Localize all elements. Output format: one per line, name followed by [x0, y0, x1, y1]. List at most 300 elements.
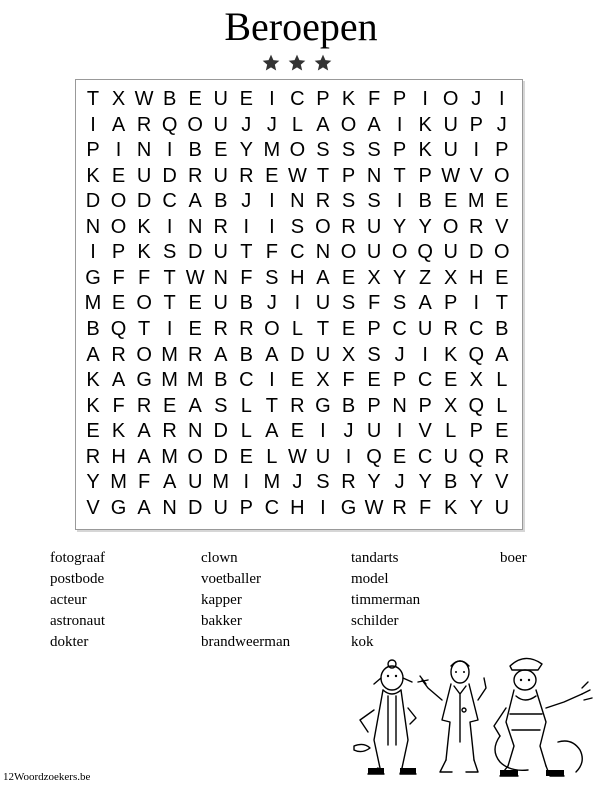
grid-cell: U: [443, 241, 458, 264]
grid-cell: I: [294, 292, 301, 315]
grid-cell: A: [214, 343, 228, 366]
grid-cell: P: [469, 113, 483, 136]
grid-cell: P: [392, 369, 407, 392]
grid-cell: P: [111, 241, 126, 264]
grid-cell: K: [86, 164, 100, 187]
grid-cell: L: [445, 420, 457, 443]
grid-cell: O: [110, 215, 127, 238]
grid-cell: S: [214, 394, 228, 417]
grid-cell: O: [110, 190, 127, 213]
grid-cell: B: [239, 343, 253, 366]
grid-cell: M: [263, 139, 281, 162]
word-list-item: schilder: [351, 613, 399, 629]
grid-cell: P: [392, 139, 407, 162]
grid-cell: R: [315, 190, 331, 213]
grid-cell: B: [214, 369, 228, 392]
grid-cell: N: [162, 496, 177, 519]
grid-cell: B: [239, 292, 253, 315]
grid-cell: D: [162, 164, 177, 187]
grid-cell: J: [241, 190, 252, 213]
grid-cell: R: [239, 164, 254, 187]
grid-cell: E: [495, 420, 509, 443]
grid-cell: X: [111, 88, 126, 110]
word-list-item: clown: [201, 550, 238, 566]
grid-cell: G: [136, 369, 152, 392]
grid-cell: H: [290, 496, 305, 519]
grid-cell: O: [187, 445, 203, 468]
grid-cell: U: [136, 164, 152, 187]
grid-cell: O: [187, 113, 203, 136]
grid-cell: G: [110, 496, 127, 519]
grid-cell: W: [441, 164, 461, 187]
grid-cell: S: [265, 266, 279, 289]
grid-cell: H: [111, 445, 126, 468]
grid-cell: D: [213, 420, 228, 443]
grid-cell: E: [444, 369, 458, 392]
grid-cell: K: [418, 139, 432, 162]
grid-cell: F: [367, 292, 381, 315]
grid-cell: A: [162, 471, 177, 494]
grid-row: [76, 342, 522, 368]
letter-grid: [75, 79, 523, 530]
grid-cell: I: [269, 369, 275, 392]
grid-cell: Q: [468, 394, 485, 417]
grid-cell: A: [188, 394, 202, 417]
grid-cell: L: [240, 394, 252, 417]
grid-cell: S: [316, 471, 330, 494]
difficulty-stars: [261, 53, 341, 73]
grid-cell: U: [213, 292, 228, 315]
grid-cell: M: [467, 190, 485, 213]
grid-cell: O: [494, 164, 510, 187]
grid-cell: F: [240, 266, 253, 289]
grid-cell: I: [269, 88, 275, 110]
grid-row: [76, 112, 522, 138]
grid-cell: K: [341, 88, 356, 110]
grid-cell: Y: [86, 471, 100, 494]
grid-cell: U: [366, 215, 382, 238]
grid-cell: T: [137, 317, 151, 340]
grid-cell: T: [495, 292, 508, 315]
grid-cell: M: [161, 343, 178, 366]
grid-cell: J: [343, 420, 354, 443]
word-column-1: [50, 548, 105, 653]
grid-cell: L: [291, 317, 303, 340]
grid-cell: U: [213, 88, 228, 110]
word-list-item: astronaut: [50, 613, 105, 629]
grid-cell: D: [290, 343, 305, 366]
grid-cell: D: [136, 190, 152, 213]
word-column-2: [201, 548, 290, 653]
grid-cell: W: [287, 445, 307, 468]
grid-cell: U: [443, 113, 458, 136]
grid-cell: R: [341, 215, 356, 238]
grid-cell: U: [417, 317, 433, 340]
grid-cell: E: [290, 369, 305, 392]
grid-cell: Y: [469, 496, 483, 519]
grid-cell: X: [367, 266, 381, 289]
grid-cell: M: [161, 445, 178, 468]
grid-cell: A: [495, 343, 509, 366]
word-list-item: fotograaf: [50, 550, 105, 566]
grid-cell: E: [239, 445, 253, 468]
grid-cell: I: [499, 88, 505, 110]
word-list-item: model: [351, 571, 389, 587]
grid-cell: L: [496, 394, 508, 417]
grid-cell: Y: [367, 471, 381, 494]
grid-cell: S: [316, 139, 330, 162]
grid-cell: B: [341, 394, 356, 417]
grid-cell: P: [341, 164, 356, 187]
grid-cell: D: [213, 445, 228, 468]
grid-cell: P: [495, 139, 509, 162]
grid-cell: D: [469, 241, 484, 264]
grid-cell: B: [418, 190, 432, 213]
grid-cell: U: [315, 343, 331, 366]
grid-cell: S: [341, 292, 356, 315]
grid-cell: K: [111, 420, 126, 443]
grid-row: [76, 367, 522, 393]
grid-cell: C: [290, 88, 305, 110]
grid-cell: E: [444, 190, 458, 213]
grid-cell: A: [316, 266, 330, 289]
grid-row: [76, 316, 522, 342]
grid-cell: R: [187, 164, 203, 187]
grid-cell: R: [494, 445, 510, 468]
grid-cell: E: [188, 88, 202, 110]
footer-credit: 12Woordzoekers.be: [3, 771, 91, 783]
grid-cell: Q: [468, 343, 485, 366]
grid-cell: O: [391, 241, 408, 264]
grid-cell: I: [115, 139, 122, 162]
grid-cell: I: [243, 215, 250, 238]
grid-cell: P: [367, 394, 381, 417]
grid-cell: Y: [418, 471, 432, 494]
grid-cell: K: [444, 496, 458, 519]
grid-cell: E: [265, 164, 279, 187]
grid-cell: R: [136, 113, 152, 136]
grid-cell: W: [287, 164, 307, 187]
grid-cell: C: [392, 317, 407, 340]
grid-cell: I: [90, 113, 96, 136]
grid-cell: Q: [161, 113, 178, 136]
grid-cell: R: [469, 215, 484, 238]
grid-cell: A: [111, 369, 126, 392]
grid-cell: E: [239, 88, 253, 110]
word-column-4: [500, 548, 527, 569]
star-icon: [261, 53, 281, 73]
grid-cell: E: [111, 292, 126, 315]
grid-row: [76, 188, 522, 214]
grid-cell: C: [264, 496, 280, 519]
grid-cell: R: [213, 215, 228, 238]
grid-cell: O: [494, 241, 510, 264]
grid-cell: N: [315, 241, 331, 264]
grid-cell: K: [86, 369, 100, 392]
grid-cell: D: [85, 190, 101, 213]
grid-cell: T: [163, 266, 176, 289]
grid-cell: C: [417, 445, 433, 468]
grid-cell: S: [392, 292, 407, 315]
grid-cell: X: [444, 394, 458, 417]
grid-cell: A: [188, 190, 202, 213]
grid-cell: E: [367, 369, 381, 392]
grid-cell: P: [469, 420, 483, 443]
word-list-item: acteur: [50, 592, 87, 608]
grid-cell: I: [396, 190, 403, 213]
grid-cell: G: [85, 266, 101, 289]
grid-cell: E: [111, 164, 126, 187]
grid-cell: A: [86, 343, 100, 366]
grid-cell: E: [290, 420, 305, 443]
grid-cell: P: [239, 496, 253, 519]
grid-cell: P: [418, 164, 432, 187]
grid-cell: N: [366, 164, 382, 187]
grid-cell: I: [473, 292, 480, 315]
grid-row: [76, 214, 522, 240]
grid-cell: A: [265, 343, 279, 366]
grid-cell: E: [214, 139, 228, 162]
star-icon: [313, 53, 333, 73]
grid-cell: J: [394, 471, 405, 494]
grid-cell: O: [264, 317, 280, 340]
grid-cell: A: [265, 420, 279, 443]
grid-cell: X: [341, 343, 356, 366]
grid-cell: J: [394, 343, 405, 366]
grid-cell: K: [444, 343, 458, 366]
grid-cell: M: [212, 471, 230, 494]
grid-cell: X: [444, 266, 458, 289]
grid-cell: V: [469, 164, 483, 187]
grid-cell: O: [136, 343, 152, 366]
grid-cell: I: [396, 420, 403, 443]
grid-cell: N: [187, 420, 203, 443]
grid-cell: U: [443, 139, 458, 162]
grid-cell: R: [187, 343, 203, 366]
grid-cell: U: [366, 420, 382, 443]
grid-cell: B: [162, 88, 177, 110]
grid-cell: R: [162, 420, 177, 443]
grid-cell: T: [86, 88, 100, 110]
grid-cell: N: [213, 266, 228, 289]
grid-cell: C: [162, 190, 177, 213]
grid-cell: I: [473, 139, 480, 162]
grid-cell: A: [137, 420, 151, 443]
grid-cell: E: [495, 190, 509, 213]
grid-cell: I: [166, 139, 173, 162]
grid-cell: K: [86, 394, 100, 417]
grid-cell: J: [471, 88, 482, 110]
grid-cell: A: [111, 113, 126, 136]
grid-cell: I: [269, 190, 275, 213]
grid-cell: Z: [419, 266, 432, 289]
grid-cell: I: [166, 215, 173, 238]
grid-cell: N: [85, 215, 101, 238]
grid-row: [76, 495, 522, 521]
grid-cell: V: [86, 496, 100, 519]
grid-cell: U: [187, 471, 203, 494]
grid-cell: W: [364, 496, 384, 519]
grid-row: [76, 265, 522, 291]
grid-cell: P: [418, 394, 432, 417]
grid-cell: O: [315, 215, 331, 238]
grid-cell: E: [188, 292, 202, 315]
grid-cell: D: [187, 241, 203, 264]
grid-cell: P: [392, 88, 407, 110]
grid-cell: A: [418, 292, 432, 315]
grid-cell: N: [136, 139, 152, 162]
word-list-item: voetballer: [201, 571, 261, 587]
grid-cell: L: [240, 420, 252, 443]
grid-cell: S: [341, 190, 356, 213]
word-list-item: dokter: [50, 634, 89, 650]
grid-cell: M: [110, 471, 127, 494]
grid-cell: P: [444, 292, 458, 315]
grid-cell: I: [243, 471, 250, 494]
grid-cell: E: [392, 445, 407, 468]
grid-cell: F: [112, 394, 125, 417]
grid-cell: S: [341, 139, 356, 162]
grid-cell: S: [162, 241, 177, 264]
grid-cell: F: [137, 471, 151, 494]
grid-cell: L: [496, 369, 508, 392]
grid-cell: C: [417, 369, 433, 392]
grid-cell: R: [341, 471, 356, 494]
grid-cell: M: [84, 292, 102, 315]
grid-cell: Q: [468, 445, 485, 468]
word-list-item: kapper: [201, 592, 242, 608]
grid-cell: M: [186, 369, 204, 392]
grid-cell: S: [367, 190, 381, 213]
grid-cell: M: [263, 471, 281, 494]
grid-cell: Q: [366, 445, 382, 468]
grid-cell: Y: [418, 215, 432, 238]
grid-cell: F: [112, 266, 125, 289]
grid-cell: H: [469, 266, 484, 289]
grid-cell: I: [422, 88, 428, 110]
grid-cell: B: [444, 471, 458, 494]
grid-cell: C: [290, 241, 305, 264]
grid-cell: C: [239, 369, 254, 392]
grid-cell: I: [320, 420, 326, 443]
grid-cell: H: [290, 266, 305, 289]
grid-cell: U: [213, 496, 228, 519]
grid-cell: W: [185, 266, 205, 289]
grid-cell: L: [266, 445, 278, 468]
grid-cell: E: [162, 394, 177, 417]
grid-cell: E: [495, 266, 509, 289]
grid-cell: J: [266, 113, 277, 136]
grid-row: [76, 469, 522, 495]
grid-cell: T: [163, 292, 176, 315]
grid-cell: F: [137, 266, 151, 289]
star-icon: [287, 53, 307, 73]
grid-cell: Q: [417, 241, 433, 264]
grid-cell: K: [418, 113, 432, 136]
grid-cell: R: [392, 496, 407, 519]
grid-cell: R: [239, 317, 254, 340]
grid-row: [76, 163, 522, 189]
grid-cell: U: [366, 241, 382, 264]
word-list-item: brandweerman: [201, 634, 291, 650]
grid-cell: N: [290, 190, 305, 213]
word-list-item: postbode: [50, 571, 105, 587]
grid-cell: S: [367, 139, 381, 162]
grid-cell: B: [188, 139, 202, 162]
grid-cell: F: [367, 88, 381, 110]
grid-cell: D: [187, 496, 203, 519]
grid-cell: M: [161, 369, 178, 392]
grid-cell: T: [316, 317, 330, 340]
grid-cell: I: [320, 496, 326, 519]
grid-cell: I: [422, 343, 428, 366]
grid-row: [76, 137, 522, 163]
grid-cell: E: [86, 420, 100, 443]
grid-cell: Y: [392, 215, 407, 238]
word-list-item: timmerman: [351, 592, 421, 608]
grid-cell: O: [340, 241, 357, 264]
grid-cell: G: [315, 394, 331, 417]
grid-row: [76, 393, 522, 419]
grid-cell: A: [137, 445, 151, 468]
grid-cell: R: [85, 445, 101, 468]
grid-cell: R: [111, 343, 126, 366]
grid-cell: K: [137, 215, 151, 238]
grid-cell: B: [495, 317, 509, 340]
grid-cell: B: [214, 190, 228, 213]
grid-row: [76, 290, 522, 316]
grid-cell: Y: [392, 266, 407, 289]
grid-cell: I: [345, 445, 352, 468]
grid-cell: J: [266, 292, 277, 315]
grid-cell: F: [265, 241, 278, 264]
professions-cartoon-icon: [350, 650, 595, 780]
grid-cell: U: [315, 292, 331, 315]
grid-cell: F: [342, 369, 355, 392]
grid-cell: I: [269, 215, 275, 238]
grid-cell: T: [393, 164, 406, 187]
grid-cell: U: [213, 241, 228, 264]
grid-cell: Y: [239, 139, 253, 162]
grid-cell: T: [240, 241, 253, 264]
grid-cell: O: [340, 113, 357, 136]
grid-cell: G: [340, 496, 357, 519]
word-list-item: kok: [351, 634, 374, 650]
grid-cell: Q: [110, 317, 127, 340]
grid-cell: E: [341, 266, 356, 289]
grid-cell: U: [315, 445, 331, 468]
grid-cell: U: [213, 164, 228, 187]
word-list-item: tandarts: [351, 550, 399, 566]
grid-cell: K: [137, 241, 151, 264]
grid-cell: I: [396, 113, 403, 136]
grid-cell: O: [289, 139, 306, 162]
grid-cell: V: [495, 215, 509, 238]
grid-row: [76, 239, 522, 265]
grid-row: [76, 444, 522, 470]
grid-cell: O: [442, 88, 459, 110]
grid-cell: R: [290, 394, 305, 417]
grid-cell: J: [292, 471, 303, 494]
grid-cell: T: [265, 394, 278, 417]
word-list-item: bakker: [201, 613, 242, 629]
grid-cell: U: [213, 113, 228, 136]
grid-cell: A: [367, 113, 381, 136]
grid-cell: P: [316, 88, 330, 110]
grid-cell: U: [494, 496, 510, 519]
grid-cell: X: [469, 369, 483, 392]
grid-cell: R: [213, 317, 228, 340]
